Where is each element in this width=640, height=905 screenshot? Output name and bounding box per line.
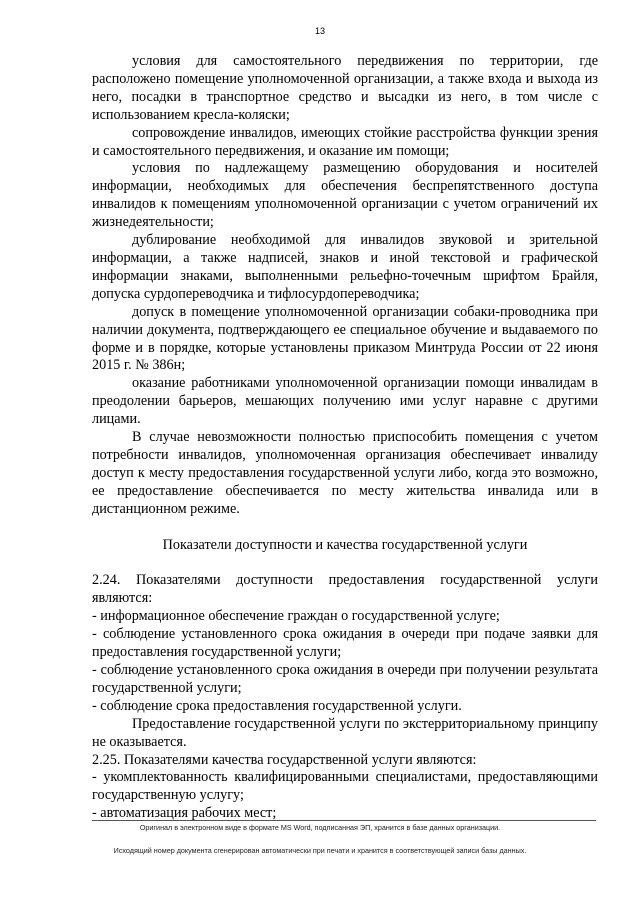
paragraph: сопровождение инвалидов, имеющих стойкие расстройства функции зрения и самостоятельного передвижения, и оказание им помощи;: [92, 124, 598, 159]
footer-number-note: Исходящий номер документа сгенерирован автоматически при печати и хранится в соответствующей записи базы данных.: [113, 846, 527, 855]
paragraph: допуск в помещение уполномоченной организации собаки-проводника при наличии документа, подтверждающего ее специальное обучение и выдаваемого по форме и в порядке, которые установлены приказом Минтруда России от 22 июня 2015 г. № 386н;: [92, 303, 598, 374]
page-number: 13: [314, 26, 325, 36]
footer-divider: [92, 820, 596, 821]
section-paragraph: - укомплектованность квалифицированными специалистами, предоставляющими государственную услугу;: [92, 769, 598, 804]
section-paragraph: - соблюдение срока предоставления государственной услуги.: [92, 697, 462, 714]
paragraph: условия по надлежащему размещению оборудования и носителей информации, необходимых для обеспечения беспрепятственного доступа инвалидов к помещениям уполномоченной организации с учетом ограничений их жизнедеятельности;: [92, 160, 598, 231]
paragraph: условия для самостоятельного передвижения по территории, где расположено помещение уполномоченной организации, а также входа и выхода из него, посадки в транспортное средство и высадки из него, в том числе с использованием кресла-коляски;: [92, 53, 598, 123]
section-paragraph: - автоматизация рабочих мест;: [92, 805, 277, 822]
section-paragraph: - информационное обеспечение граждан о государственной услуге;: [92, 608, 500, 625]
document-body: [92, 53, 598, 823]
section-paragraph: 2.25. Показателями качества государственной услуги являются:: [92, 751, 477, 768]
footer-original-note: Оригинал в электронном виде в формате MS Word, подписанная ЭП, хранится в базе данных организации.: [139, 823, 501, 832]
section-heading: Показатели доступности и качества государственной услуги: [162, 536, 528, 553]
paragraph: дублирование необходимой для инвалидов звуковой и зрительной информации, а также надписей, знаков и иной текстовой и графической информации знаками, выполненными рельефно-точечным шрифтом Брайля, допуска сурдопереводчика и тифлосурдопереводчика;: [92, 232, 598, 302]
section-paragraph: 2.24. Показателями доступности предоставления государственной услуги являются:: [92, 572, 598, 607]
paragraph: В случае невозможности полностью приспособить помещения с учетом потребности инвалидов, уполномоченная организация обеспечивает инвалиду доступ к месту предоставления государственной услуги либо, когда это возможно, ее предоставление обеспечивается по месту жительства инвалида или в дистанционном режиме.: [92, 429, 598, 517]
section-paragraph: - соблюдение установленного срока ожидания в очереди при получении результата государственной услуги;: [92, 662, 598, 696]
section-paragraph: Предоставление государственной услуги по экстерриториальному принципу не оказывается.: [92, 715, 598, 750]
section-paragraph: - соблюдение установленного срока ожидания в очереди при подаче заявки для предоставления государственной услуги;: [92, 626, 598, 661]
paragraph: оказание работниками уполномоченной организации помощи инвалидам в преодолении барьеров, мешающих получению ими услуг наравне с другими лицами.: [92, 375, 598, 428]
